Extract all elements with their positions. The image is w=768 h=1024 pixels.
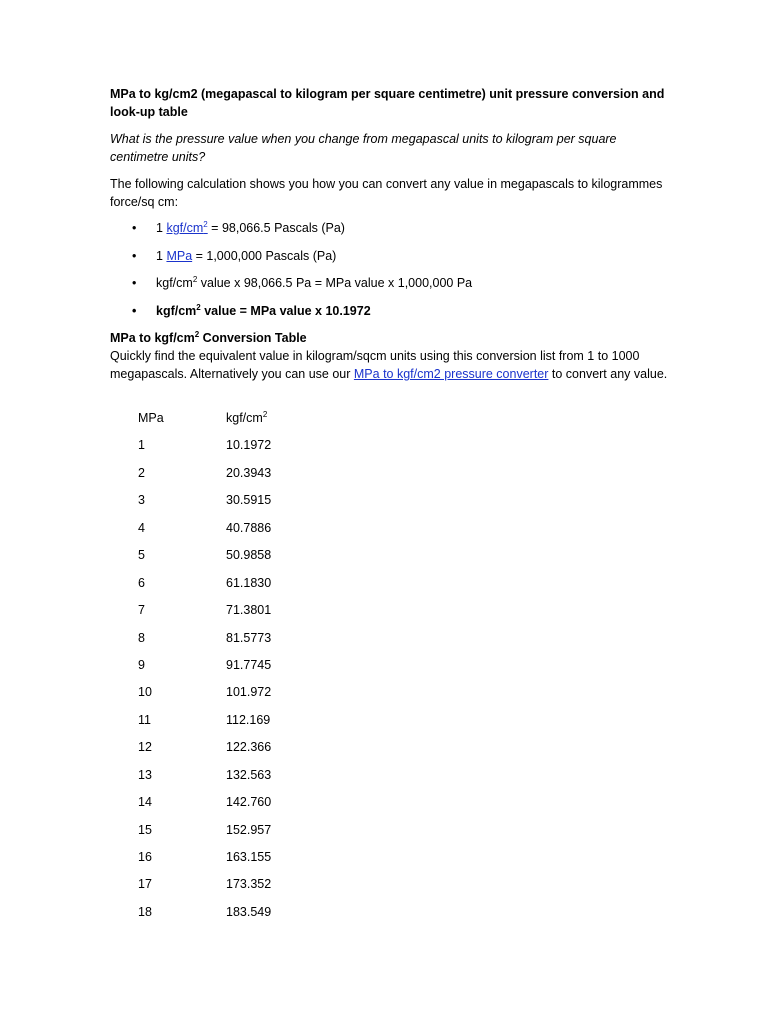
page-title: MPa to kg/cm2 (megapascal to kilogram per square centimetre) unit pressure conversion and look-up table (110, 87, 665, 119)
mpa-cell: 14 (138, 795, 152, 810)
formula-item: • 1 MPa = 1,000,000 Pascals (Pa) (132, 248, 337, 263)
table-row (138, 711, 346, 738)
section-heading: MPa to kgf/$cm^2$ Conversion Table (110, 329, 307, 345)
bullet-icon: • (132, 248, 137, 263)
table-row (138, 436, 346, 463)
table-row (138, 491, 346, 518)
header-kgf: kgf/$cm^2$ (226, 409, 268, 425)
kgf-cell: 20.3943 (226, 465, 272, 480)
kgf-cell: 112.169 (226, 712, 271, 727)
table-row (138, 629, 346, 656)
formula-item: • kgf/$cm^2$ value = MPa value x 10.1972 (132, 302, 371, 318)
mpa-cell: 6 (138, 575, 145, 590)
mpa-cell: 12 (138, 740, 152, 755)
bullet-icon: • (132, 303, 137, 318)
intro-text: The following calculation shows you how you can convert any value in megapascals to kilogrammes force/sq cm: (110, 177, 663, 209)
kgf-cell: 50.9858 (226, 548, 272, 563)
header-mpa: MPa (138, 411, 164, 425)
table-body (138, 436, 346, 930)
table-row (138, 793, 346, 820)
mpa-cell: 11 (138, 712, 151, 727)
kgf-cell: 142.760 (226, 795, 272, 810)
kgf-cell: 81.5773 (226, 630, 272, 645)
mpa-cell: 16 (138, 850, 152, 864)
kgf-cell: 122.366 (226, 740, 272, 755)
mpa-cell: 4 (138, 520, 145, 535)
table-row (138, 821, 346, 848)
formula-item: • kgf/$cm^2$ value x 98,066.5 Pa = MPa value x 1,000,000 Pa (132, 274, 473, 290)
kgf-cell: 101.972 (226, 685, 272, 700)
table-header (138, 409, 346, 436)
conversion-table (138, 409, 346, 930)
kgf-cell: 132.563 (226, 767, 272, 782)
mpa-cell: 9 (138, 657, 145, 672)
table-row (138, 601, 346, 628)
mpa-cell: 2 (138, 465, 145, 480)
mpa-cell: 13 (138, 767, 152, 782)
kgf-cell: 40.7886 (226, 520, 272, 535)
kgf-cell: 91.7745 (226, 657, 272, 672)
table-row (138, 738, 346, 765)
mpa-cell: 17 (138, 877, 152, 892)
mpa-cell: 5 (138, 548, 145, 563)
table-row (138, 848, 346, 875)
formula-item: • 1 kgf/cm$^2$ = 98,066.5 Pascals (Pa) (132, 219, 345, 235)
section-text: Quickly find the equivalent value in kilogram/sqcm units using this conversion list from 1 to 1000 megapascals. Alternatively you can use our MPa to kgf/cm2 pressure converter to convert any value. (110, 349, 668, 381)
table-row (138, 766, 346, 793)
table-row (138, 875, 346, 902)
table-row (138, 656, 346, 683)
mpa-cell: 18 (138, 904, 152, 919)
kgf-cell: 163.155 (226, 850, 272, 864)
table-row (138, 574, 346, 601)
mpa-link[interactable]: MPa (166, 248, 193, 263)
mpa-cell: 8 (138, 630, 145, 645)
bullet-icon: • (132, 276, 137, 290)
kgf-cell: 71.3801 (226, 603, 272, 618)
table-row (138, 683, 346, 710)
kgf-cell: 10.1972 (226, 438, 272, 453)
bullet-icon: • (132, 221, 137, 235)
mpa-cell: 1 (138, 438, 145, 453)
table-row (138, 519, 346, 546)
kgf-cell: 183.549 (226, 904, 272, 919)
mpa-cell: 10 (138, 685, 152, 700)
question-text: What is the pressure value when you change from megapascal units to kilogram per square centimetre units? (110, 132, 617, 164)
table-row (138, 546, 346, 573)
mpa-cell: 3 (138, 493, 145, 508)
formula-list (110, 219, 670, 329)
kgf-cm2-link[interactable]: kgf/cm$^2$ (166, 219, 208, 235)
kgf-cell: 61.1830 (226, 575, 272, 590)
kgf-cell: 30.5915 (226, 493, 272, 508)
kgf-cell: 152.957 (226, 822, 272, 837)
pressure-converter-link[interactable]: MPa to kgf/cm2 pressure converter (353, 367, 549, 381)
mpa-cell: 7 (138, 603, 145, 618)
table-row (138, 464, 346, 491)
kgf-cell: 173.352 (226, 877, 272, 892)
table-row (138, 903, 346, 930)
mpa-cell: 15 (138, 822, 152, 837)
